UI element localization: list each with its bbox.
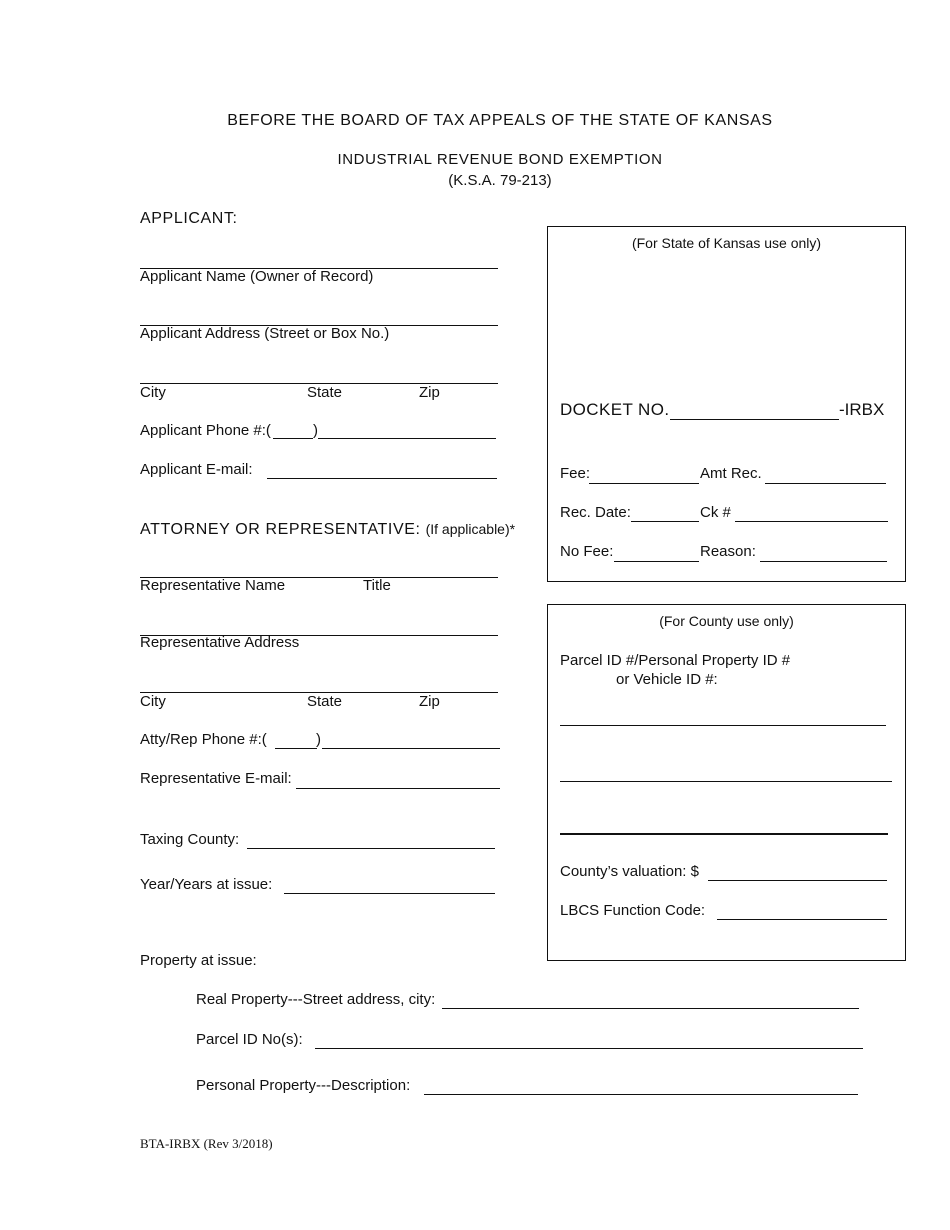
- representative-city-label: City: [140, 693, 166, 710]
- amt-rec-field[interactable]: [765, 483, 886, 484]
- rec-date-field[interactable]: [631, 521, 699, 522]
- county-parcel-field-3[interactable]: [560, 833, 888, 835]
- representative-email-label: Representative E-mail:: [140, 770, 292, 787]
- personal-property-label: Personal Property---Description:: [196, 1077, 411, 1094]
- rec-date-label: Rec. Date:: [560, 504, 631, 521]
- applicant-state-label: State: [307, 384, 343, 401]
- applicant-email-label: Applicant E-mail:: [140, 461, 253, 478]
- county-parcel-field-1[interactable]: [560, 725, 886, 726]
- docket-label: DOCKET NO.: [560, 400, 670, 419]
- taxing-county-label: Taxing County:: [140, 831, 240, 848]
- applicant-name-label: Applicant Name (Owner of Record): [140, 268, 374, 285]
- applicant-city-label: City: [140, 384, 166, 401]
- county-parcel-label-1: Parcel ID #/Personal Property ID #: [560, 652, 791, 669]
- county-parcel-field-2[interactable]: [560, 781, 892, 782]
- ck-number-field[interactable]: [735, 521, 888, 522]
- ck-label: Ck #: [700, 504, 731, 521]
- county-valuation-label: County’s valuation: $: [560, 863, 699, 880]
- representative-address-label: Representative Address: [140, 634, 300, 651]
- representative-phone-label: Atty/Rep Phone #:(: [140, 731, 267, 748]
- reason-label: Reason:: [700, 543, 756, 560]
- county-box-title: (For County use only): [659, 613, 794, 629]
- lbcs-code-field[interactable]: [717, 919, 887, 920]
- representative-heading: [140, 520, 515, 539]
- applicant-phone-close: ): [313, 422, 318, 439]
- real-property-label: Real Property---Street address, city:: [196, 991, 436, 1008]
- taxing-county-field[interactable]: [247, 848, 495, 849]
- no-fee-label: No Fee:: [560, 543, 614, 560]
- representative-state-label: State: [307, 693, 343, 710]
- county-valuation-field[interactable]: [708, 880, 887, 881]
- property-heading: Property at issue:: [140, 952, 257, 969]
- applicant-address-label: Applicant Address (Street or Box No.): [140, 325, 390, 342]
- no-fee-field[interactable]: [614, 561, 699, 562]
- fee-label: Fee:: [560, 465, 591, 482]
- years-at-issue-label: Year/Years at issue:: [140, 876, 273, 893]
- docket-suffix: -IRBX: [839, 400, 885, 419]
- representative-heading-text: ATTORNEY OR REPRESENTATIVE:: [140, 521, 421, 538]
- years-at-issue-field[interactable]: [284, 893, 495, 894]
- representative-email-field[interactable]: [296, 788, 500, 789]
- representative-phone-area-field[interactable]: [275, 748, 317, 749]
- amt-rec-label: Amt Rec.: [700, 465, 762, 482]
- applicant-email-field[interactable]: [267, 478, 497, 479]
- county-parcel-label-2: or Vehicle ID #:: [616, 671, 718, 688]
- reason-field[interactable]: [760, 561, 887, 562]
- applicant-phone-field[interactable]: [318, 438, 496, 439]
- lbcs-code-label: LBCS Function Code:: [560, 902, 706, 919]
- representative-phone-field[interactable]: [322, 748, 500, 749]
- applicant-zip-label: Zip: [419, 384, 440, 401]
- applicant-heading: APPLICANT:: [140, 210, 238, 227]
- real-property-field[interactable]: [442, 1008, 859, 1009]
- parcel-id-label: Parcel ID No(s):: [196, 1031, 303, 1048]
- representative-phone-close: ): [316, 731, 321, 748]
- applicant-phone-area-field[interactable]: [273, 438, 313, 439]
- applicant-phone-label: Applicant Phone #:(: [140, 422, 271, 439]
- fee-field[interactable]: [589, 483, 699, 484]
- form-revision-id: BTA-IRBX (Rev 3/2018): [140, 1136, 273, 1151]
- representative-zip-label: Zip: [419, 693, 440, 710]
- state-box-title: (For State of Kansas use only): [631, 235, 822, 251]
- representative-name-label: Representative Name: [140, 577, 286, 594]
- representative-heading-note: (If applicable)*: [425, 521, 516, 537]
- parcel-id-field[interactable]: [315, 1048, 863, 1049]
- form-header-agency: BEFORE THE BOARD OF TAX APPEALS OF THE STATE OF KANSAS: [227, 112, 773, 129]
- form-statute: (K.S.A. 79-213): [448, 172, 552, 189]
- form-title: INDUSTRIAL REVENUE BOND EXEMPTION: [337, 151, 663, 168]
- personal-property-field[interactable]: [424, 1094, 858, 1095]
- representative-title-label: Title: [363, 577, 391, 594]
- docket-number-field[interactable]: [670, 419, 839, 420]
